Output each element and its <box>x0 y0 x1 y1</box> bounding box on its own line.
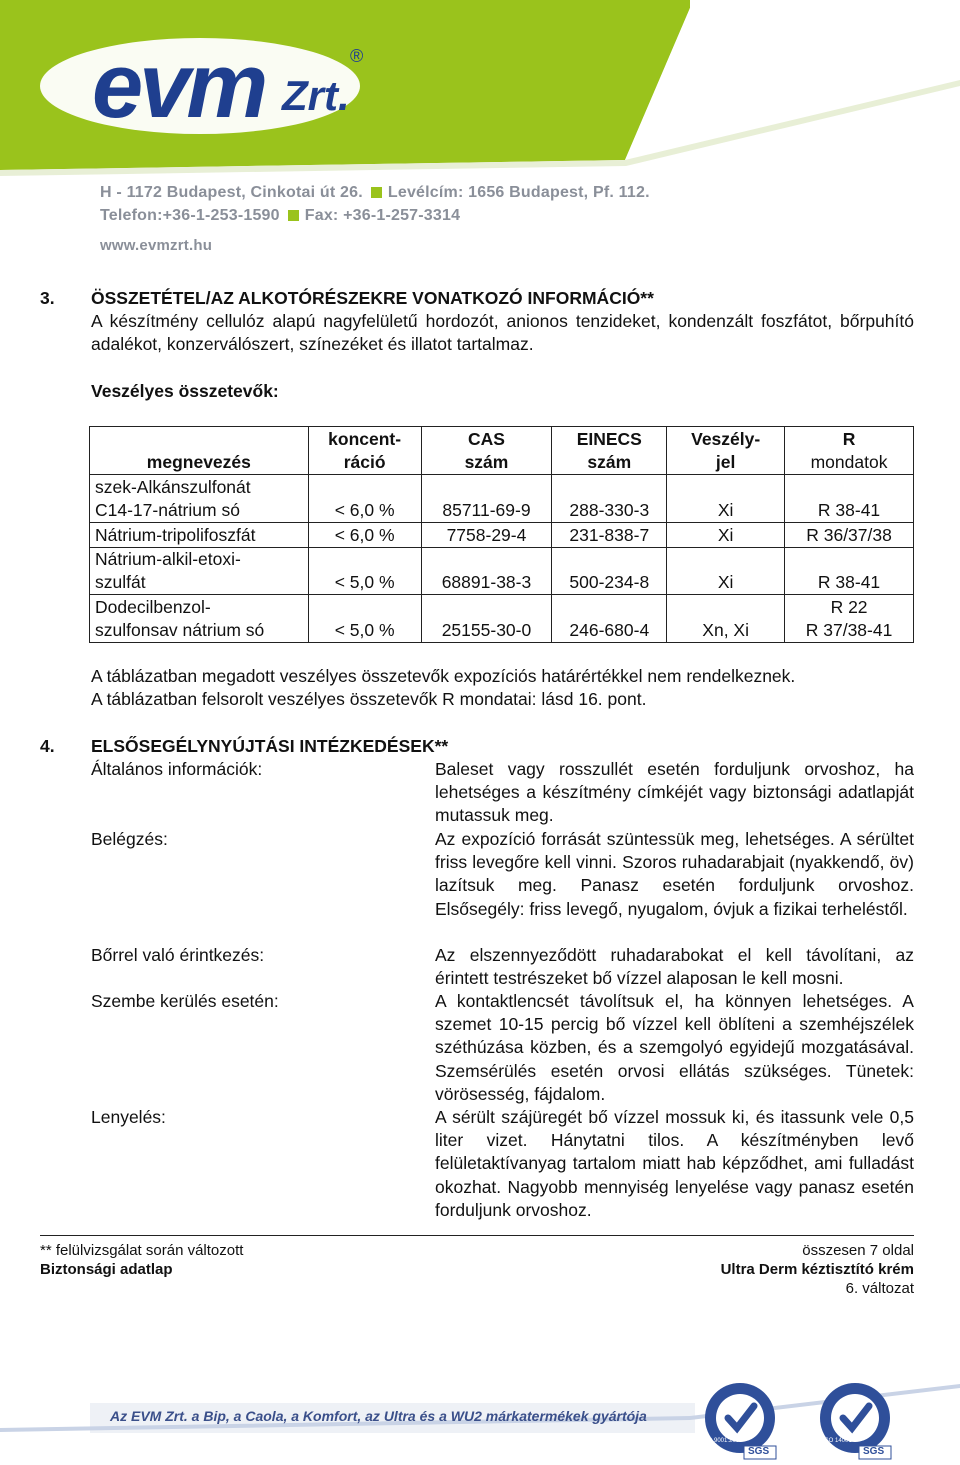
bullet-square-icon <box>288 210 299 221</box>
cell-hazard-symbol: Xn, Xi <box>667 595 785 643</box>
contact-line-1 <box>100 184 650 202</box>
logo-suffix: Zrt. <box>282 72 350 119</box>
website: www.evmzrt.hu <box>100 237 213 254</box>
contact-line-2 <box>100 207 460 225</box>
header-hazard-symbol: Veszély- jel <box>667 427 785 475</box>
cell-r-phrases: R 36/37/38 <box>785 523 914 548</box>
footer-product-name: Ultra Derm kéztisztító krém <box>720 1261 914 1278</box>
footer-version: 6. változat <box>845 1280 914 1297</box>
bullet-square-icon <box>371 187 382 198</box>
first-aid-text-ingestion: A sérült szájüregét bő vízzel mossuk ki, és itassunk vele 0,5 liter vizet. Hánytatni tilos. A készítményben levő felületaktívanyag tartalom miatt hab képződhet, ami fulladást okozhat. Nagyobb mennyiség lenyelése vagy panasz esetén forduljunk orvoshoz. <box>435 1107 914 1220</box>
seal-standard: ISO 14001 <box>823 1438 852 1444</box>
first-aid-label-ingestion: Lenyelés: <box>91 1107 166 1127</box>
first-aid-label-skin: Bőrrel való érintkezés: <box>91 945 265 965</box>
first-aid-label-eye: Szembe kerülés esetén: <box>91 991 279 1011</box>
seal-standard: ISO 9001:2000 <box>702 1438 743 1444</box>
phone: Telefon:+36-1-253-1590 <box>100 207 280 224</box>
iso-9001-seal <box>700 1380 780 1460</box>
letterhead <box>0 0 960 254</box>
cell-name: szek-Alkánszulfonát C14-17-nátrium só <box>90 475 309 523</box>
fax: Fax: +36-1-257-3314 <box>304 207 461 224</box>
cell-cas: 68891-38-3 <box>421 548 552 595</box>
brand-slogan: Az EVM Zrt. a Bip, a Caola, a Komfort, az Ultra és a WU2 márkatermékek gyártója <box>110 1408 647 1424</box>
footer-revision-note: ** felülvizsgálat során változott <box>40 1242 244 1259</box>
bottom-banner <box>0 1380 960 1465</box>
table-row <box>90 548 914 595</box>
first-aid-text-eye: A kontaktlencsét távolítsuk el, ha könnyen lehetséges. A szemet 10-15 percig bő vízzel kell öblíteni a szemhéjszélek széthúzása közben, és a szemgolyó egyidejű mozgatásával. Szemsérülés esetén orvosi ellátás szükséges. Tünetek: vörösesség, fájdalom. <box>435 991 914 1104</box>
cell-hazard-symbol: Xi <box>667 523 785 548</box>
header-einecs: EINECS szám <box>552 427 667 475</box>
cell-name: Nátrium-tripolifoszfát <box>90 523 309 548</box>
cell-cas: 7758-29-4 <box>421 523 552 548</box>
hazardous-components-heading: Veszélyes összetevők: <box>91 381 279 401</box>
first-aid-label-inhalation: Belégzés: <box>91 829 168 849</box>
footer-page-count: összesen 7 oldal <box>802 1242 914 1259</box>
header-concentration: koncent- ráció <box>308 427 421 475</box>
cell-hazard-symbol: Xi <box>667 475 785 523</box>
table-header-row <box>90 427 914 475</box>
cell-r-phrases: R 38-41 <box>785 475 914 523</box>
cell-concentration: < 5,0 % <box>308 548 421 595</box>
section-4-title: ELSŐSEGÉLYNYÚJTÁSI INTÉZKEDÉSEK** <box>91 736 449 756</box>
cell-einecs: 246-680-4 <box>552 595 667 643</box>
cell-concentration: < 6,0 % <box>308 475 421 523</box>
table-note-2: A táblázatban felsorolt veszélyes összetevők R mondatai: lásd 16. pont. <box>91 689 647 709</box>
cell-r-phrases: R 22 R 37/38-41 <box>785 595 914 643</box>
header-cas: CAS szám <box>421 427 552 475</box>
first-aid-text-inhalation: Az expozíció forrását szüntessük meg, lehetséges. A sérültet friss levegőre kell vinni. Szoros ruhadarabjait (nyakkendő, öv) lazítsuk meg. Panasz esetén forduljunk orvoshoz. Elsősegély: friss levegő, nyugalom, óvjuk a fizikai terheléstől. <box>435 829 914 919</box>
cell-concentration: < 5,0 % <box>308 595 421 643</box>
seal-top-text: SYSTEM CERTIFICATION <box>704 1378 764 1384</box>
footer-divider <box>40 1235 914 1236</box>
cell-hazard-symbol: Xi <box>667 548 785 595</box>
first-aid-text-skin: Az elszennyeződött ruhadarabokat el kell távolítani, az érintett testrészeket bő vízzel alaposan le kell mosni. <box>435 945 914 989</box>
section-3-number: 3. <box>40 288 55 308</box>
cell-einecs: 231-838-7 <box>552 523 667 548</box>
mail-address: Levélcím: 1656 Budapest, Pf. 112. <box>387 184 650 201</box>
footer-document-type: Biztonsági adatlap <box>40 1261 173 1278</box>
section-3-intro: A készítmény cellulóz alapú nagyfelületű hordozót, anionos tenzideket, kondenzált foszfátot, bőrpuhító adalékot, konzerválószert, színezéket és illatot tartalmaz. <box>91 311 914 354</box>
iso-14001-seal <box>815 1380 895 1460</box>
table-row <box>90 595 914 643</box>
header-r-phrases: R mondatok <box>785 427 914 475</box>
logo-registered-mark: ® <box>350 46 364 66</box>
seal-mark: SGS <box>748 1446 770 1457</box>
cell-concentration: < 6,0 % <box>308 523 421 548</box>
cell-name: Nátrium-alkil-etoxi- szulfát <box>90 548 309 595</box>
cell-name: Dodecilbenzol- szulfonsav nátrium só <box>90 595 309 643</box>
seal-mark: SGS <box>863 1446 885 1457</box>
section-4-number: 4. <box>40 736 55 756</box>
cell-r-phrases: R 38-41 <box>785 548 914 595</box>
header-name: megnevezés <box>90 427 309 475</box>
cell-cas: 85711-69-9 <box>421 475 552 523</box>
cell-einecs: 500-234-8 <box>552 548 667 595</box>
cell-einecs: 288-330-3 <box>552 475 667 523</box>
first-aid-label-general: Általános információk: <box>91 759 263 779</box>
table-row <box>90 523 914 548</box>
cell-cas: 25155-30-0 <box>421 595 552 643</box>
first-aid-text-general: Baleset vagy rosszullét esetén forduljunk orvoshoz, ha lehetséges a készítmény címkéjét vagy biztonsági adatlapját mutassuk meg. <box>435 759 914 826</box>
seal-top-text: SYSTEM CERTIFICATION <box>819 1378 879 1384</box>
section-3-title: ÖSSZETÉTEL/AZ ALKOTÓRÉSZEKRE VONATKOZÓ INFORMÁCIÓ** <box>91 288 654 308</box>
table-row <box>90 475 914 523</box>
logo-wordmark: evm <box>92 35 265 137</box>
hazardous-components-table <box>89 426 914 643</box>
address: H - 1172 Budapest, Cinkotai út 26. <box>100 184 363 201</box>
table-note-1: A táblázatban megadott veszélyes összetevők expozíciós határértékkel nem rendelkeznek. <box>91 666 796 686</box>
